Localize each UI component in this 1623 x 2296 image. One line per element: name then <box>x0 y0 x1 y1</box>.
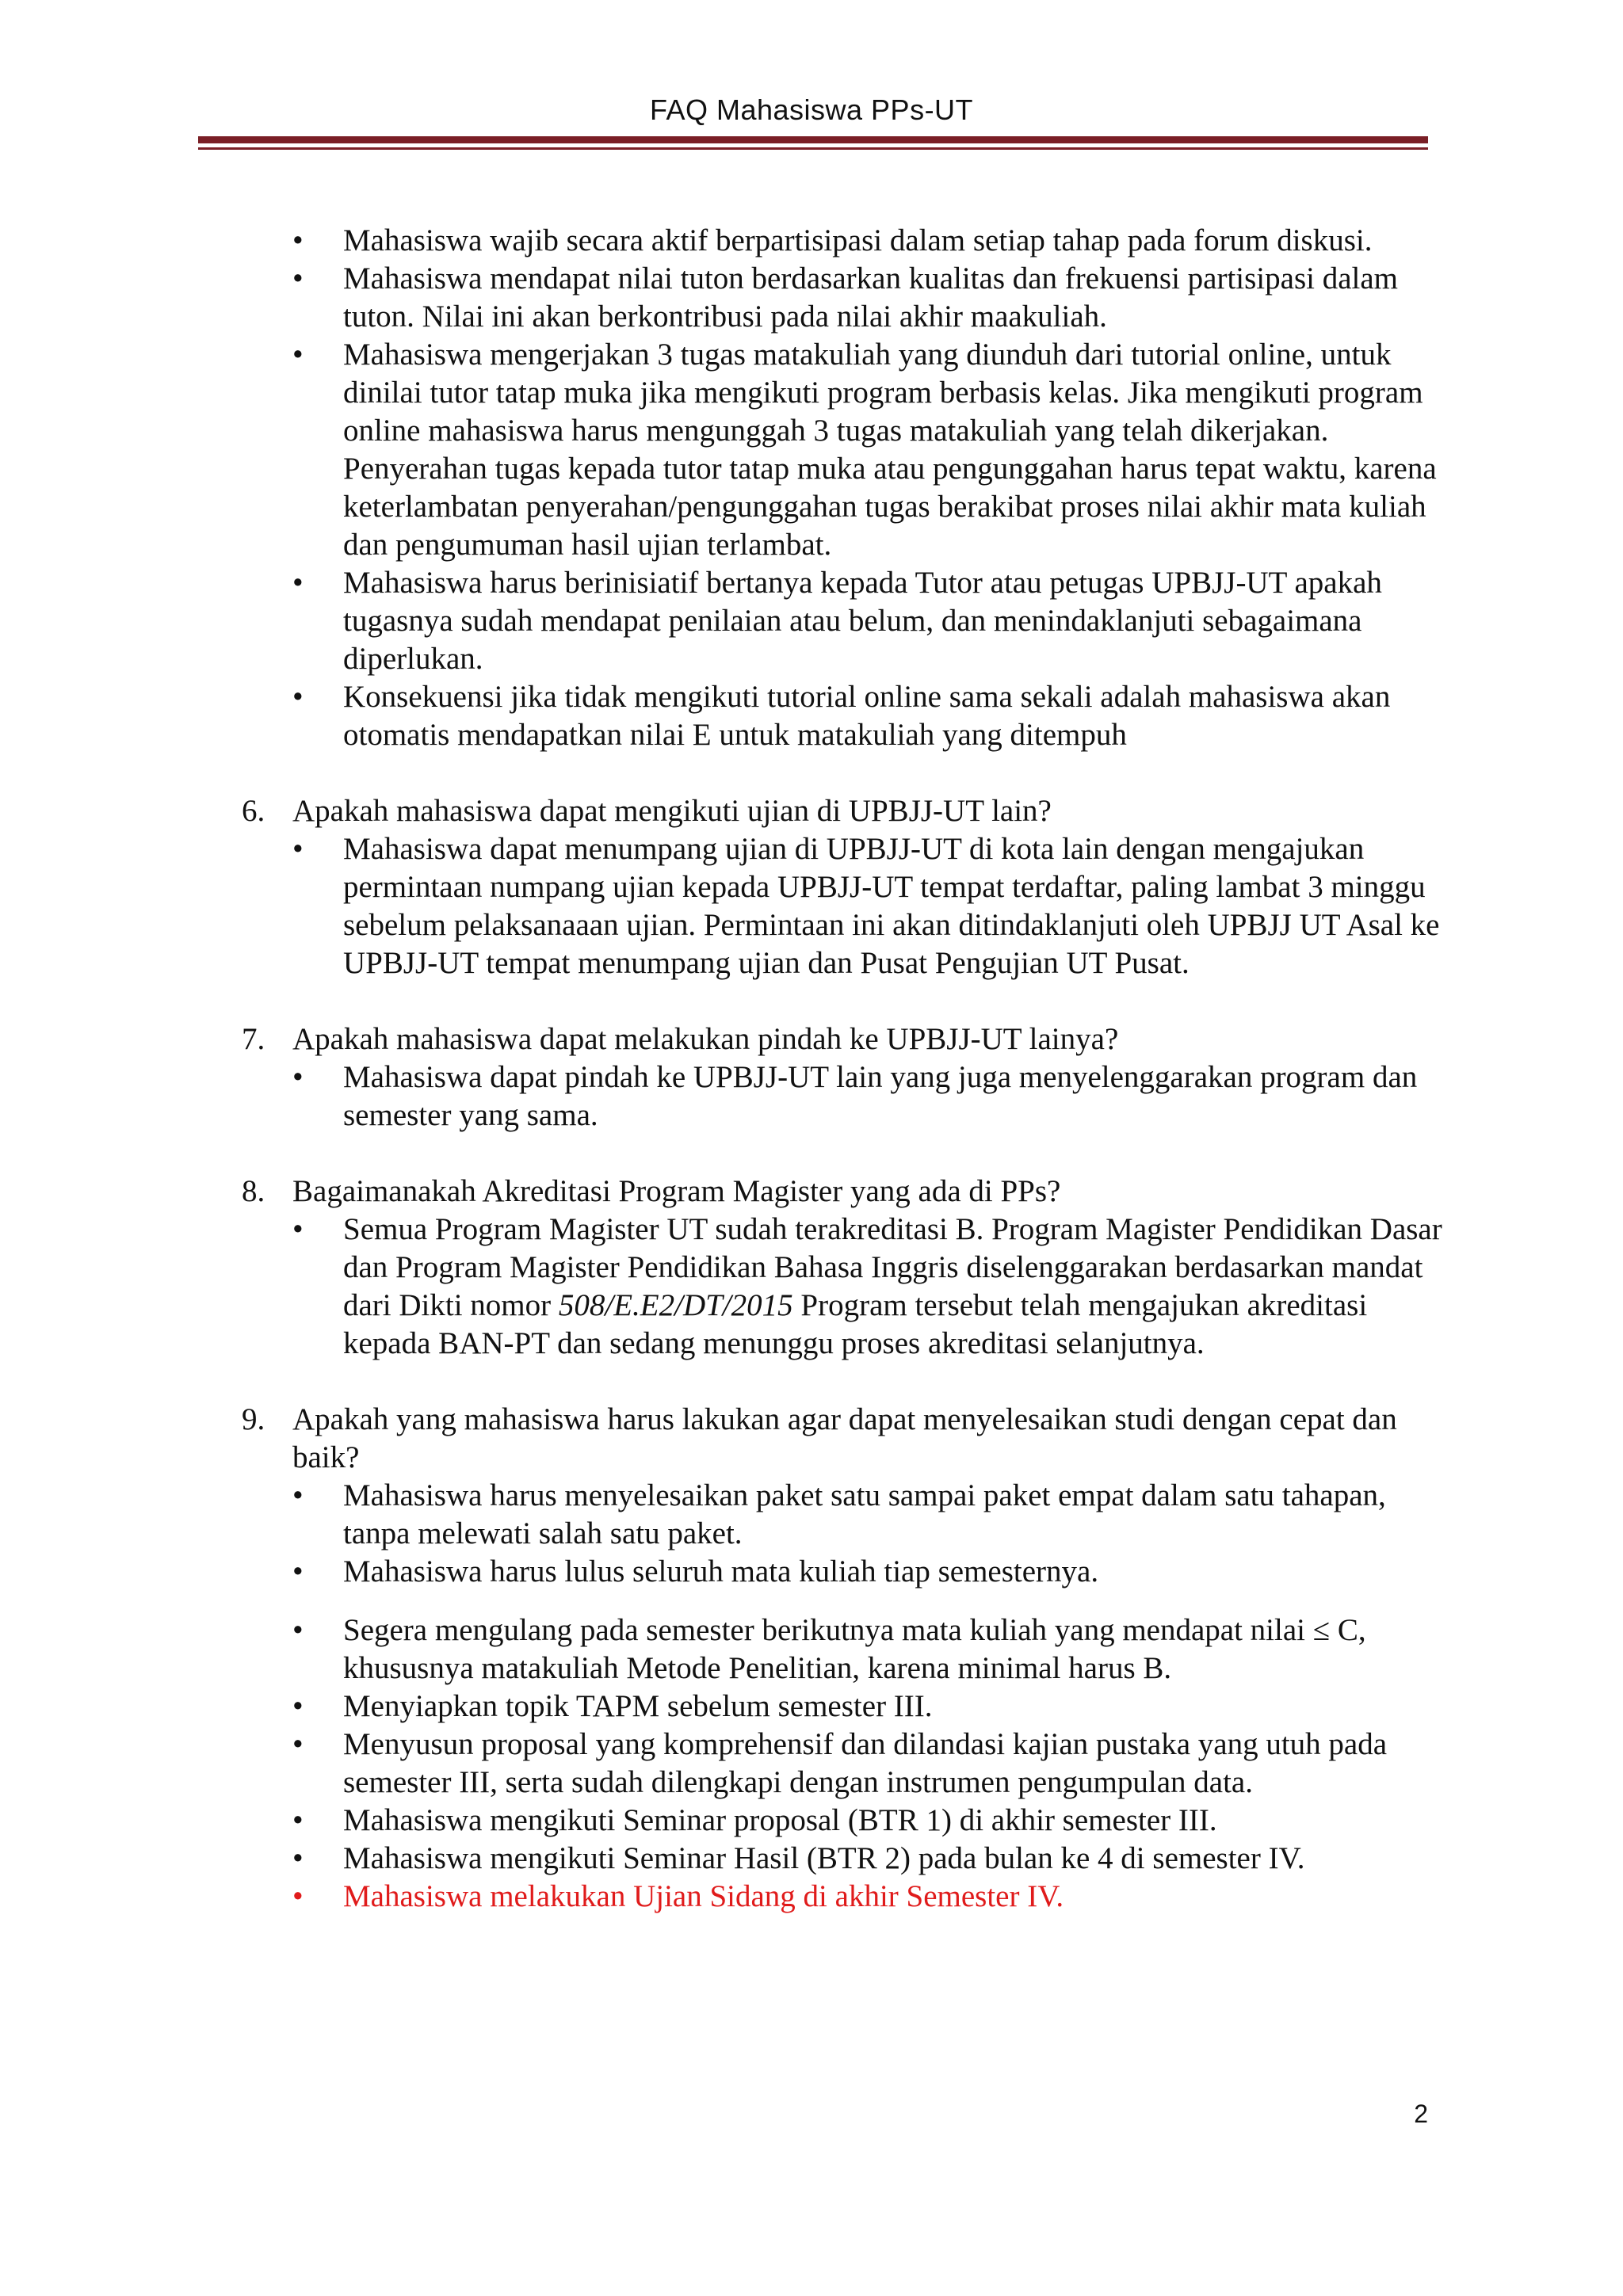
list-item: • Konsekuensi jika tidak mengikuti tutorial online sama sekali adalah mahasiswa akan otomatis mendapatkan nilai E untuk matakuliah yang ditempuh <box>343 678 1446 754</box>
question-number: 9. <box>242 1402 265 1436</box>
list-item: • Menyiapkan topik TAPM sebelum semester III. <box>343 1688 1446 1726</box>
answer-bullet-list <box>242 1058 1446 1135</box>
list-item: • Menyusun proposal yang komprehensif dan dilandasi kajian pustaka yang utuh pada semester III, serta sudah dilengkapi dengan instrumen pengumpulan data. <box>343 1726 1446 1802</box>
answer-bullet-list <box>242 830 1446 982</box>
question-label: Apakah mahasiswa dapat melakukan pindah ke UPBJJ-UT lainya? <box>292 1022 1119 1056</box>
accreditation-text: Semua Program Magister UT sudah terakreditasi B. Program Magister Pendidikan Dasar dan Program Magister Pendidikan Bahasa Inggris diselenggarakan berdasarkan mandat dari Dikti nomor <box>343 1212 1442 1322</box>
list-item: • Mahasiswa wajib secara aktif berpartisipasi dalam setiap tahap pada forum diskusi. <box>343 222 1446 260</box>
header-title: FAQ Mahasiswa PPs-UT <box>649 93 974 126</box>
question-text <box>242 792 1446 830</box>
question-label: Apakah mahasiswa dapat mengikuti ujian di UPBJJ-UT lain? <box>292 794 1052 828</box>
list-item: • Mahasiswa mengikuti Seminar Hasil (BTR 2) pada bulan ke 4 di semester IV. <box>343 1840 1446 1878</box>
header-rule-thin <box>198 147 1428 150</box>
list-item <box>343 1211 1446 1363</box>
page-number: 2 <box>1414 2100 1428 2128</box>
question-text <box>242 1401 1446 1477</box>
list-item: • Mahasiswa mengerjakan 3 tugas matakuliah yang diunduh dari tutorial online, untuk dinilai tutor tatap muka jika mengikuti program berbasis kelas. Jika mengikuti program online mahasiswa harus mengunggah 3 tugas matakuliah yang telah dikerjakan. Penyerahan tugas kepada tutor tatap muka atau pengunggahan harus tepat waktu, karena keterlambatan penyerahan/pengunggahan tugas berakibat proses nilai akhir mata kuliah dan pengumuman hasil ujian terlambat. <box>343 336 1446 564</box>
list-item: • Mahasiswa mengikuti Seminar proposal (BTR 1) di akhir semester III. <box>343 1802 1446 1840</box>
question-number: 8. <box>242 1174 265 1208</box>
question-label: Bagaimanakah Akreditasi Program Magister yang ada di PPs? <box>292 1174 1061 1208</box>
faq-question-9 <box>242 1401 1446 1916</box>
list-item: • Mahasiswa mendapat nilai tuton berdasarkan kualitas dan frekuensi partisipasi dalam tuton. Nilai ini akan berkontribusi pada nilai akhir maakuliah. <box>343 260 1446 336</box>
list-item: • Mahasiswa dapat menumpang ujian di UPBJJ-UT di kota lain dengan mengajukan permintaan numpang ujian kepada UPBJJ-UT tempat terdaftar, paling lambat 3 minggu sebelum pelaksanaaan ujian. Permintaan ini akan ditindaklanjuti oleh UPBJJ UT Asal ke UPBJJ-UT tempat menumpang ujian dan Pusat Pengujian UT Pusat. <box>343 830 1446 982</box>
decree-number: 508/E.E2/DT/2015 <box>558 1288 793 1322</box>
list-item: • Mahasiswa harus berinisiatif bertanya kepada Tutor atau petugas UPBJJ-UT apakah tugasnya sudah mendapat penilaian atau belum, dan menindaklanjuti sebagaimana diperlukan. <box>343 564 1446 678</box>
answer-bullet-list <box>242 1477 1446 1916</box>
faq-content <box>242 222 1446 1916</box>
list-item: • Mahasiswa harus lulus seluruh mata kuliah tiap semesternya. <box>343 1553 1446 1591</box>
faq-question-7 <box>242 1020 1446 1135</box>
answer-bullet-list <box>242 1211 1446 1363</box>
question-text <box>242 1173 1446 1211</box>
list-item: • Segera mengulang pada semester berikutnya mata kuliah yang mendapat nilai ≤ C, khususnya matakuliah Metode Penelitian, karena minimal harus B. <box>343 1611 1446 1688</box>
accreditation-text-continued: Program tersebut telah mengajukan akreditasi kepada BAN-PT dan sedang menunggu proses akreditasi selanjutnya. <box>343 1288 1368 1360</box>
list-item: • Mahasiswa dapat pindah ke UPBJJ-UT lain yang juga menyelenggarakan program dan semester yang sama. <box>343 1058 1446 1135</box>
highlighted-list-item: • Mahasiswa melakukan Ujian Sidang di akhir Semester IV. <box>343 1878 1446 1916</box>
question-text <box>242 1020 1446 1058</box>
question-label: Apakah yang mahasiswa harus lakukan agar dapat menyelesaikan studi dengan cepat dan baik? <box>292 1402 1397 1474</box>
header-rule <box>198 136 1428 143</box>
question-number: 6. <box>242 794 265 828</box>
faq-question-6 <box>242 792 1446 982</box>
intro-bullet-list <box>242 222 1446 754</box>
faq-question-8 <box>242 1173 1446 1363</box>
question-number: 7. <box>242 1022 265 1056</box>
list-item: • Mahasiswa harus menyelesaikan paket satu sampai paket empat dalam satu tahapan, tanpa melewati salah satu paket. <box>343 1477 1446 1553</box>
